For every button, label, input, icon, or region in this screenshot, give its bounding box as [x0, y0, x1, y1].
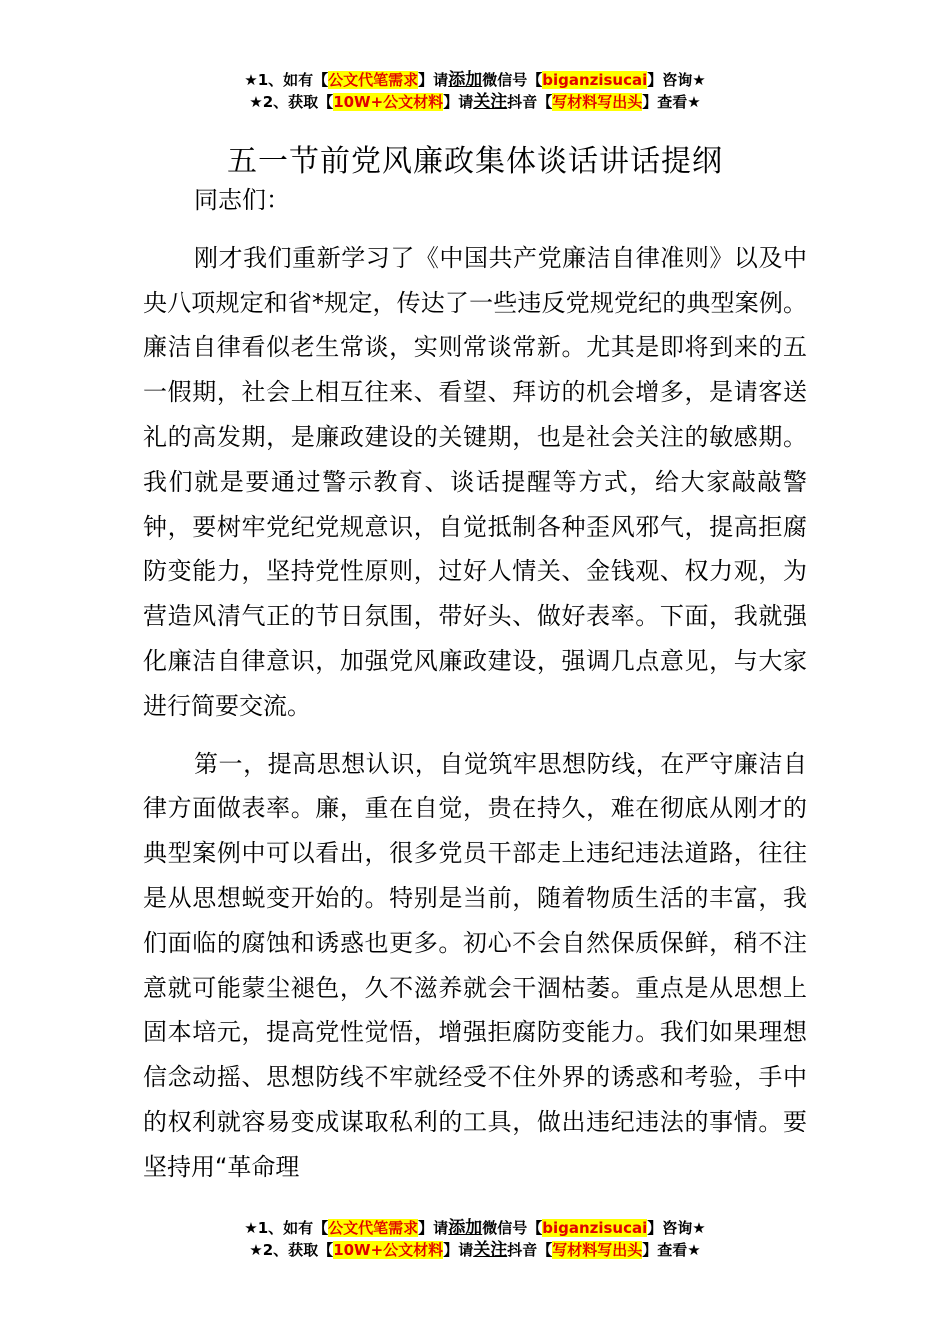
footer-banner	[0, 1217, 950, 1261]
header-banner	[0, 69, 950, 113]
banner-highlight: 10W+公文材料	[333, 1241, 444, 1259]
banner-text: ★1、如有【	[244, 71, 329, 89]
banner-highlight: 写材料写出头	[552, 93, 643, 111]
banner-line-1	[0, 1217, 950, 1239]
document-title: 五一节前党风廉政集体谈话讲话提纲	[227, 144, 723, 180]
banner-underlined: 添加	[448, 1218, 483, 1238]
banner-highlight: 写材料写出头	[552, 1241, 643, 1259]
banner-text: ★1、如有【	[244, 1219, 329, 1237]
banner-text: 】请	[443, 93, 474, 111]
banner-underlined: 关注	[473, 1240, 508, 1260]
banner-highlight: 公文代笔需求	[328, 1219, 419, 1237]
banner-underlined: 添加	[448, 70, 483, 90]
banner-text: ★2、获取【	[249, 1241, 334, 1259]
banner-text: 微信号【	[482, 71, 543, 89]
paragraph: 刚才我们重新学习了《中国共产党廉洁自律准则》以及中央八项规定和省*规定，传达了一些违反党规党纪的典型案例。廉洁自律看似老生常谈，实则常谈常新。尤其是即将到来的五一假期，社会上相互往来、看望、拜访的机会增多，是请客送礼的高发期，是廉政建设的关键期，也是社会关注的敏感期。我们就是要通过警示教育、谈话提醒等方式，给大家敲敲警钟，要树牢党纪党规意识，自觉抵制各种歪风邪气，提高拒腐防变能力，坚持党性原则，过好人情关、金钱观、权力观，为营造风清气正的节日氛围，带好头、做好表率。下面，我就强化廉洁自律意识，加强党风廉政建设，强调几点意见，与大家进行简要交流。	[143, 243, 807, 720]
banner-text: 】咨询★	[647, 1219, 706, 1237]
banner-text: 微信号【	[482, 1219, 543, 1237]
document-body	[143, 178, 807, 1190]
banner-line-2	[0, 91, 950, 113]
banner-text: 】请	[443, 1241, 474, 1259]
banner-text: 】查看★	[642, 93, 701, 111]
banner-text: 抖音【	[507, 93, 553, 111]
banner-text: 】请	[418, 1219, 449, 1237]
banner-highlight: biganzisucai	[542, 1219, 648, 1237]
banner-line-2	[0, 1239, 950, 1261]
banner-underlined: 关注	[473, 92, 508, 112]
paragraph: 第一，提高思想认识，自觉筑牢思想防线，在严守廉洁自律方面做表率。廉，重在自觉，贵在持久，难在彻底从刚才的典型案例中可以看出，很多党员干部走上违纪违法道路，往往是从思想蜕变开始的。特别是当前，随着物质生活的丰富，我们面临的腐蚀和诱惑也更多。初心不会自然保质保鲜，稍不注意就可能蒙尘褪色，久不滋养就会干涸枯萎。重点是从思想上固本培元，提高党性觉悟，增强拒腐防变能力。我们如果理想信念动摇、思想防线不牢就经受不住外界的诱惑和考验，手中的权利就容易变成谋取私利的工具，做出违纪违法的事情。要坚持用“革命理	[143, 749, 807, 1181]
banner-text: 抖音【	[507, 1241, 553, 1259]
banner-text: 】请	[418, 71, 449, 89]
banner-line-1	[0, 69, 950, 91]
banner-text: 】查看★	[642, 1241, 701, 1259]
greeting: 同志们：	[194, 186, 290, 214]
banner-highlight: 10W+公文材料	[333, 93, 444, 111]
banner-highlight: 公文代笔需求	[328, 71, 419, 89]
banner-text: ★2、获取【	[249, 93, 334, 111]
banner-text: 】咨询★	[647, 71, 706, 89]
banner-highlight: biganzisucai	[542, 71, 648, 89]
